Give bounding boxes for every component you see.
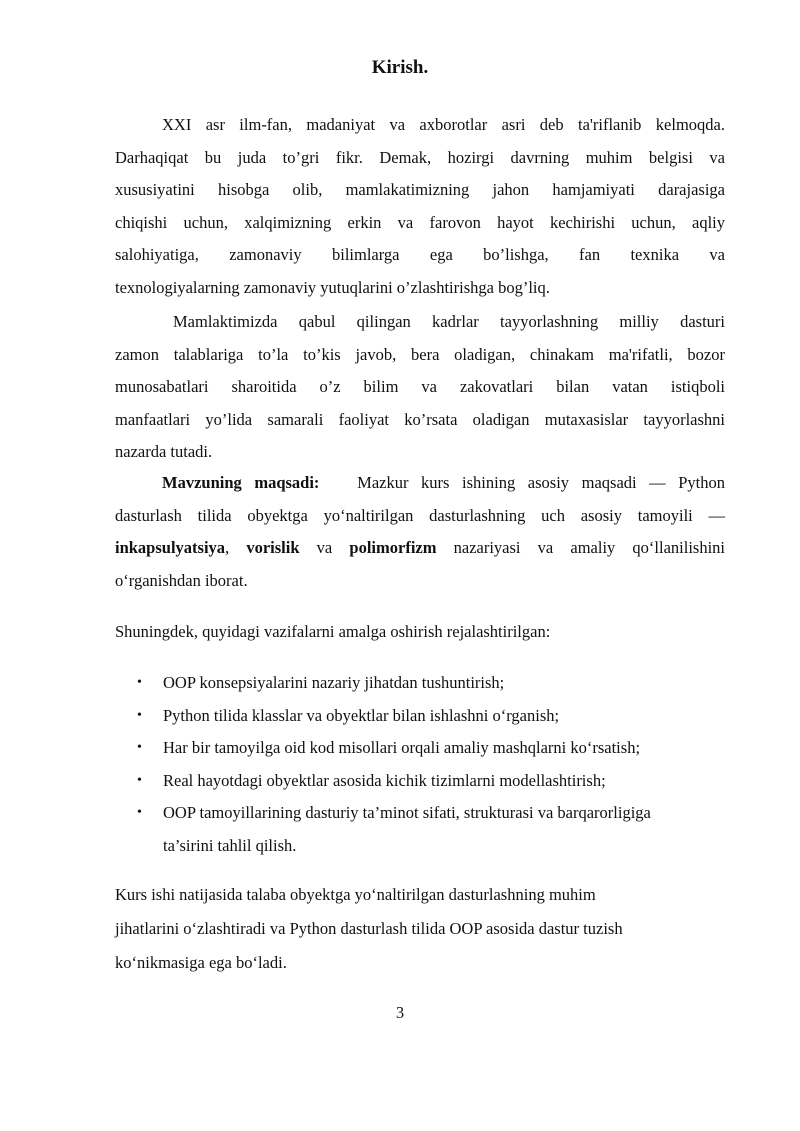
paragraph-line: ko‘nikmasiga ega bo‘ladi. [115, 953, 287, 972]
list-item-text: Har bir tamoyilga oid kod misollari orqali amaliy mashqlarni ko‘rsatish; [163, 738, 641, 757]
list-item [115, 732, 735, 765]
conjunction: va [316, 538, 333, 557]
paragraph-line: munosabatlari sharoitida o’z bilim va zakovatlari bilan vatan istiqboli [115, 377, 725, 396]
list-item [115, 765, 735, 798]
term-encapsulation: inkapsulyatsiya [115, 538, 226, 557]
paragraph-line: xususiyatini hisobga olib, mamlakatimizning jahon hamjamiyati darajasiga [115, 180, 725, 199]
tasks-intro [115, 615, 735, 649]
paragraph-line: texnologiyalarning zamonaviy yutuqlarini o’zlashtirishga bog’liq. [115, 277, 550, 297]
goal-text: Mazkur kurs ishining asosiy maqsadi — Python [357, 473, 726, 492]
page-number: 3 [395, 1003, 405, 1022]
paragraph-goal [115, 467, 725, 597]
paragraph-intro [115, 109, 725, 304]
list-item [115, 700, 735, 733]
paragraph-line: chiqishi uchun, xalqimizning erkin va farovon hayot kechirishi uchun, aqliy [115, 212, 725, 232]
bullet-icon: • [137, 805, 142, 820]
paragraph-line: Kurs ishi natijasida talaba obyektga yo‘naltirilgan dasturlashning muhim [115, 885, 596, 904]
paragraph-conclusion [115, 878, 735, 980]
paragraph-line: o‘rganishdan iborat. [115, 570, 248, 590]
list-item-text: Python tilida klasslar va obyektlar bilan ishlashni o‘rganish; [163, 705, 560, 725]
list-item-text: OOP konsepsiyalarini nazariy jihatdan tushuntirish; [163, 673, 505, 692]
paragraph-line: Mamlaktimizda qabul qilingan kadrlar tayyorlashning milliy dasturi [173, 312, 725, 331]
list-item-text: OOP tamoyillarining dasturiy ta’minot sifati, strukturasi va barqarorligiga [163, 803, 651, 822]
bullet-icon: • [137, 707, 142, 723]
paragraph-line: nazarda tutadi. [115, 442, 213, 461]
list-item [115, 797, 735, 862]
bullet-icon: • [137, 740, 142, 755]
paragraph-line: manfaatlari yo’lida samarali faoliyat ko’rsata oladigan mutaxasislar tayyorlashni [115, 409, 725, 429]
bullet-icon: • [137, 772, 142, 788]
goal-label: Mavzuning maqsadi: [162, 473, 320, 492]
paragraph-line: salohiyatiga, zamonaviy bilimlarga ega bo’lishga, fan texnika va [115, 245, 725, 264]
goal-text-rest: nazariyasi va amaliy qo‘llanilishini [453, 538, 726, 557]
list-item [115, 667, 735, 700]
paragraph-program [115, 306, 725, 469]
paragraph-line: jihatlarini o‘zlashtiradi va Python dasturlash tilida OOP asosida dastur tuzish [115, 919, 623, 938]
list-item-text: ta’sirini tahlil qilish. [163, 835, 297, 855]
page-title: Kirish. [371, 57, 429, 78]
paragraph-line: zamon talablariga to’la to’kis javob, bera oladigan, chinakam ma'rifatli, bozor [115, 344, 725, 364]
list-item-text: Real hayotdagi obyektlar asosida kichik tizimlarni modellashtirish; [163, 770, 606, 790]
term-inheritance: vorislik [246, 538, 300, 557]
tasks-intro-text: Shuningdek, quyidagi vazifalarni amalga oshirish rejalashtirilgan: [115, 622, 551, 641]
term-polymorphism: polimorfizm [349, 538, 437, 557]
paragraph-line: dasturlash tilida obyektga yo‘naltirilgan dasturlashning uch asosiy tamoyili — [115, 505, 725, 525]
bullet-icon: • [137, 675, 142, 690]
separator: , [225, 538, 230, 557]
paragraph-line [115, 467, 725, 500]
paragraph-line: XXI asr ilm-fan, madaniyat va axborotlar asri deb ta'riflanib kelmoqda. [162, 115, 725, 134]
paragraph-line [115, 532, 725, 565]
tasks-list [115, 667, 735, 862]
paragraph-line: Darhaqiqat bu juda to’gri fikr. Demak, hozirgi davrning muhim belgisi va [115, 147, 725, 167]
